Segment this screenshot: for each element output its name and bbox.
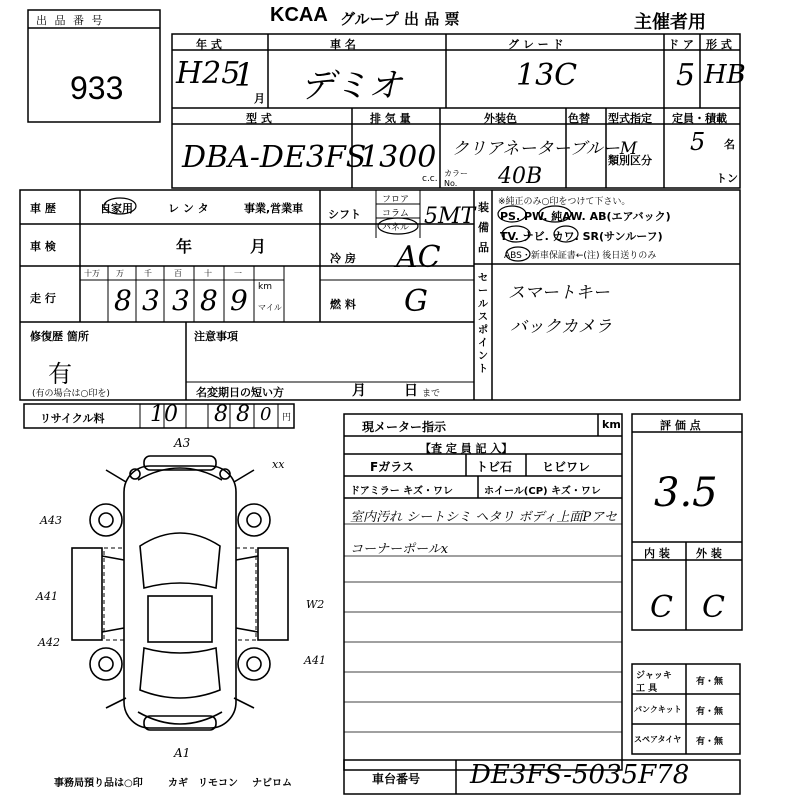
equipment-line-1: PS. PW. 純AW. AB(エアバック) [500, 210, 671, 223]
repair-value: 有 [48, 360, 72, 388]
mileage-col-100: 百 [174, 269, 182, 278]
month-unit: 月 [254, 92, 265, 105]
mileage-col-10: 十 [204, 269, 212, 278]
shift-panel: パネル [382, 223, 410, 233]
shape-label: 形 式 [706, 38, 732, 51]
lot-number-label: 出 品 番 号 [36, 14, 105, 27]
mileage-digit: 8 [114, 284, 132, 317]
doors-value: 5 [676, 58, 696, 93]
mark-right-low: A41 [304, 654, 326, 667]
mark-right-upper: xx [272, 458, 285, 471]
aircon-label: 冷 房 [330, 252, 356, 265]
mileage-km-unit: km [258, 282, 272, 292]
footer-navi: ナビロム [252, 778, 292, 789]
sales-point-2: バックカメラ [510, 317, 612, 337]
mileage-digit: 8 [200, 284, 218, 317]
puncture-kit-label: パンクキット [634, 705, 682, 714]
cc-unit: c.c. [422, 174, 438, 184]
repair-note: (有の場合は○印を) [32, 389, 110, 399]
ton-unit: トン [716, 172, 738, 185]
mark-right-mid: W2 [306, 598, 325, 611]
f-glass-label: Fガラス [370, 460, 414, 474]
recycle-digit: 0 [260, 404, 272, 425]
history-private: 自家用 [100, 202, 133, 215]
mark-left-mid: A41 [36, 590, 58, 603]
type-spec-label: 型式指定 [608, 112, 652, 125]
equipment-note: ※純正のみ○印をつけて下さい。 [498, 197, 631, 207]
year-label: 年 式 [196, 38, 222, 51]
mileage-col-10k: 万 [116, 269, 124, 278]
chassis-value: DE3FS-5035F78 [470, 760, 690, 790]
footer-key: カギ [168, 778, 188, 789]
footer-remote: リモコン [198, 778, 238, 789]
year-value: H25 [176, 56, 241, 91]
grade-value: 13C [516, 58, 578, 93]
mileage-digit: 3 [142, 284, 160, 317]
class-label: 類別区分 [608, 154, 652, 167]
office-note: 事務局預り品は○印 [54, 778, 143, 789]
car-diagram [72, 456, 288, 730]
shift-value: 5MT [424, 204, 476, 229]
equipment-line-3: ABS・新車保証書←(注) 後日送りのみ [504, 251, 657, 261]
inspection-year-unit: 年 [176, 237, 193, 256]
aircon-value: AC [396, 240, 441, 275]
sales-point-1: スマートキー [508, 283, 610, 303]
spare-tire-label: スペアタイヤ [634, 735, 682, 744]
inspector-note-1: 室内汚れ シートシミ ヘタリ ボディ上面Pアセ [350, 510, 617, 525]
month-value: 1 [234, 56, 255, 94]
mileage-digit: 9 [230, 284, 248, 317]
capacity-label: 定員・積載 [672, 112, 727, 125]
fuel-label: 燃 料 [330, 298, 356, 311]
expiry-label: 名変期日の短い方 [196, 386, 284, 399]
car-name-label: 車 名 [330, 38, 356, 51]
interior-value: C [650, 590, 673, 625]
expiry-day: 日 [404, 383, 418, 399]
score-value: 3.5 [654, 470, 718, 516]
capacity-unit: 名 [724, 138, 735, 151]
jack-label: ジャッキ 工 具 [636, 671, 672, 694]
inspector-title: 【査 定 員 記 入】 [420, 442, 513, 455]
mark-bottom: A1 [174, 746, 191, 760]
puncture-answer: 有・無 [696, 707, 724, 717]
color-value: クリアネーターブルーM [452, 139, 638, 159]
color-label: 外装色 [484, 112, 517, 125]
displacement-value: 1300 [360, 140, 437, 175]
wheel-label: ホイール(CP) キズ・ワレ [484, 486, 601, 497]
shape-value: HB [704, 60, 746, 90]
mirror-label: ドアミラー キズ・ワレ [350, 486, 453, 497]
mileage-col-1k: 千 [144, 269, 152, 278]
equipment-label: 装備品 [478, 201, 489, 254]
notes-label: 注意事項 [194, 330, 238, 343]
recycle-unit: 円 [282, 413, 292, 423]
model-label: 型 式 [246, 112, 272, 125]
mark-top: A3 [174, 436, 191, 450]
history-label: 車 歴 [30, 202, 56, 215]
mileage-col-1: 一 [234, 269, 242, 278]
equipment-line-2: TV. ナビ. カワ. SR(サンルーフ) [500, 230, 663, 243]
mileage-col-100k: 十万 [84, 269, 100, 278]
shift-floor: フロア [382, 195, 410, 205]
recycle-label: リサイクル料 [40, 412, 105, 425]
inspection-month-unit: 月 [250, 237, 267, 256]
model-value: DBA-DE3FS [182, 140, 367, 175]
history-business: 事業,営業車 [244, 202, 304, 215]
displacement-label: 排 気 量 [370, 112, 411, 125]
doors-label: ド ア [668, 38, 694, 51]
inspection-label: 車 検 [30, 240, 56, 253]
meter-unit: km [602, 418, 621, 431]
exterior-value: C [702, 590, 725, 625]
exterior-label: 外 装 [696, 547, 722, 560]
interior-label: 内 装 [644, 547, 670, 560]
inspector-note-2: コーナーポールx [350, 542, 449, 557]
shift-column: コラム [382, 209, 409, 219]
mileage-label: 走 行 [30, 292, 56, 305]
tobi-ishi-label: トビ石 [476, 460, 513, 474]
hibiware-label: ヒビワレ [542, 460, 591, 474]
mileage-digit: 3 [172, 284, 190, 317]
lot-number: 933 [70, 70, 124, 106]
form-title: グループ 出 品 票 [340, 10, 460, 28]
score-label: 評 価 点 [660, 419, 701, 432]
recycle-digit: 10 [150, 402, 178, 427]
shift-label: シフト [328, 208, 361, 221]
mark-left-low: A42 [38, 636, 60, 649]
grade-label: グ レ ー ド [508, 38, 564, 51]
jack-answer: 有・無 [696, 677, 724, 687]
car-name-value: デミオ [300, 66, 402, 106]
mark-left-upper: A43 [40, 514, 62, 527]
mileage-mile-unit: マイル [258, 303, 282, 312]
expiry-until: まで [422, 389, 441, 399]
color-change-label: 色替 [568, 112, 590, 125]
sales-points-label: セールスポイント [478, 273, 488, 375]
expiry-month: 月 [352, 383, 366, 399]
organizer-label: 主催者用 [634, 12, 706, 33]
capacity-value: 5 [690, 128, 706, 156]
history-rental: レ ン タ [168, 202, 209, 215]
chassis-label: 車台番号 [372, 772, 421, 786]
spare-answer: 有・無 [696, 737, 724, 747]
recycle-digit: 8 [214, 402, 228, 427]
recycle-digit: 8 [236, 402, 250, 427]
repair-label: 修復歴 箇所 [30, 330, 89, 343]
color-no-value: 40B [498, 164, 543, 189]
color-no-label: カラー No. [444, 169, 468, 188]
brand-logo: KCAA [270, 4, 328, 26]
meter-label: 現メーター指示 [362, 420, 447, 434]
fuel-value: G [404, 284, 428, 319]
